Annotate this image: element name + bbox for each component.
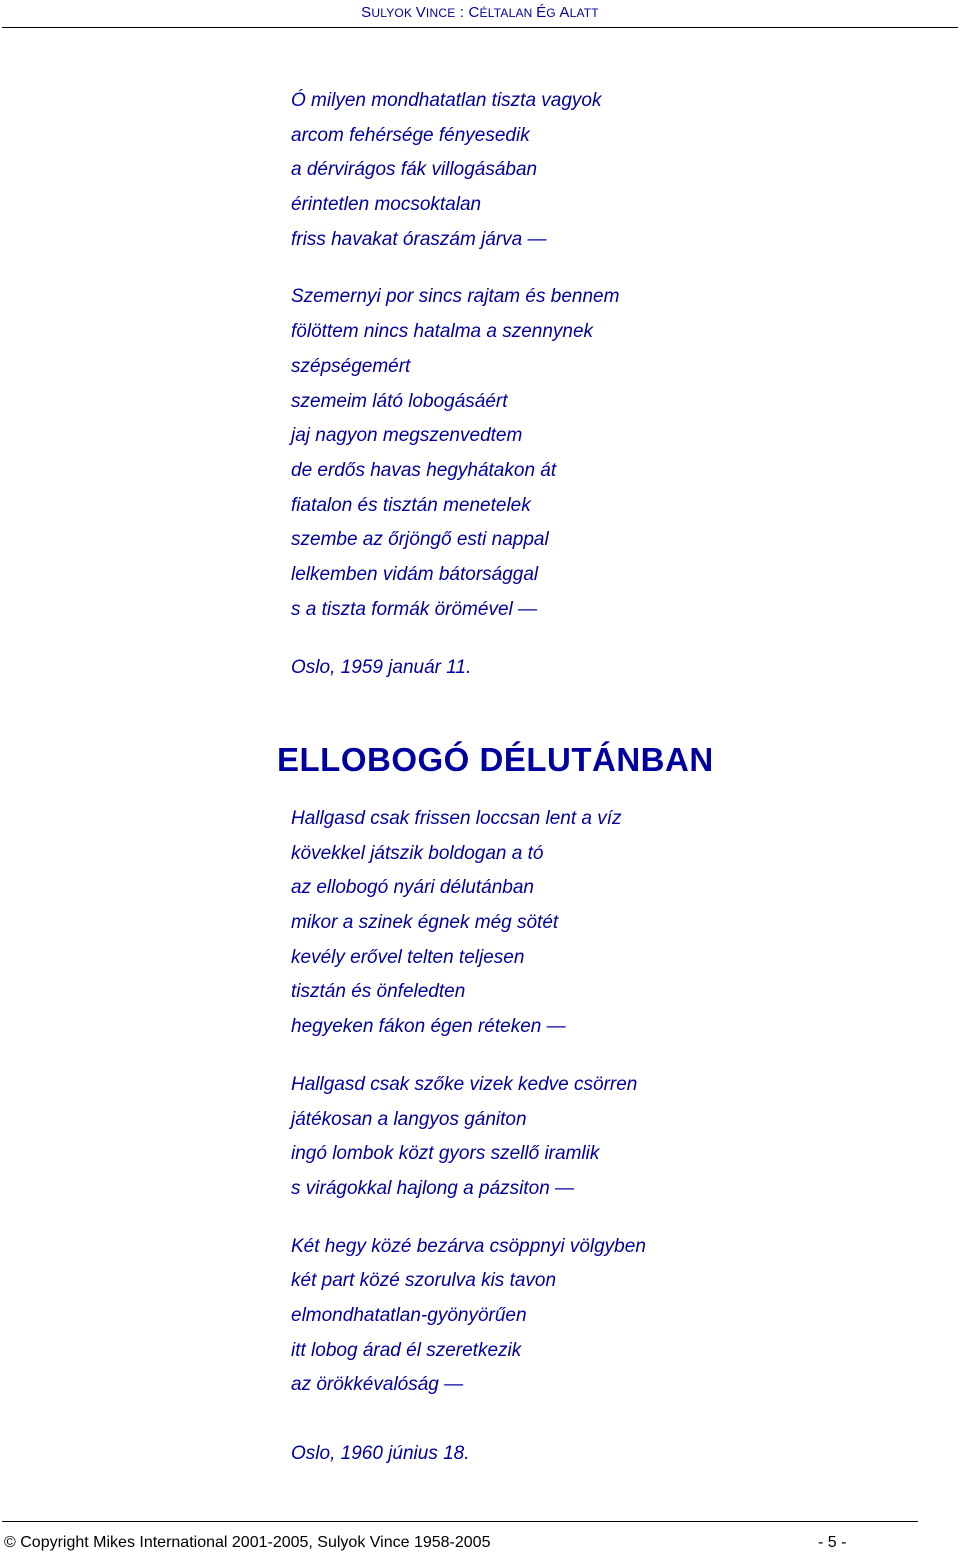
stanza-spacer [291,1045,646,1068]
header-author-v-rest: INCE [425,6,456,20]
poem-one-stanza-1 [291,84,619,257]
poem-line: elmondhatatlan-gyönyörűen [291,1304,527,1326]
poem-line: lelkemben vidám bátorsággal [291,563,539,585]
poem-two-stanza-1 [291,802,646,1045]
poem-line: Hallgasd csak frissen loccsan lent a víz [291,808,622,829]
poem-line: friss havakat óraszám járva — [291,228,547,250]
poem-line: Ó milyen mondhatatlan tiszta vagyok [291,90,602,111]
poem-two-stanza-2 [291,1068,646,1207]
poem-line: Szemernyi por sincs rajtam és bennem [291,286,620,308]
stanza-spacer [291,1207,646,1230]
poem-line: játékosan a langyos gániton [291,1108,527,1130]
header-divider [2,27,958,28]
footer-page-number: - 5 - [818,1534,847,1551]
poem-two [291,802,646,1472]
header-title-g: G [546,6,560,20]
poem-line: két part közé szorulva kis tavon [291,1270,557,1292]
poem-line: itt lobog árad él szeretkezik [291,1339,522,1361]
poem-two-date: Oslo, 1960 június 18. [291,1443,470,1464]
poem-line: mikor a szinek égnek még sötét [291,912,559,934]
poem-line: az örökkévalóság — [291,1374,464,1396]
poem-line: szembe az őrjöngő esti nappal [291,529,549,551]
running-header [0,4,960,21]
poem-line: jaj nagyon megszenvedtem [291,425,523,447]
header-title-rest: ÉLTALAN [479,6,537,20]
poem-two-stanza-3 [291,1230,646,1403]
poem-line: szépségemért [291,355,411,377]
poem-one-stanza-2 [291,280,619,627]
poem-line: Két hegy közé bezárva csöppnyi völgyben [291,1235,646,1257]
poem-line: az ellobogó nyári délutánban [291,877,534,899]
date-spacer [291,1403,646,1437]
poem-two-title: ELLOBOGÓ DÉLUTÁNBAN [277,741,714,778]
header-title-a: A [559,4,570,21]
poem-one [291,84,619,686]
header-author-v: V [415,4,426,21]
footer-copyright: © Copyright Mikes International 2001-2005, Sulyok Vince 1958-2005 [4,1534,491,1551]
header-author-rest: ULYOK [371,6,416,20]
poem-line: tisztán és önfeledten [291,981,466,1003]
poem-line: ingó lombok közt gyors szellő iramlik [291,1143,600,1165]
header-separator: : C [455,4,480,21]
poem-line: hegyeken fákon égen réteken — [291,1016,566,1038]
poem-line: kevély erővel telten teljesen [291,946,525,968]
poem-line: kövekkel játszik boldogan a tó [291,842,544,864]
poem-line: érintetlen mocsoktalan [291,194,482,216]
poem-one-date: Oslo, 1959 január 11. [291,657,472,679]
poem-line: Hallgasd csak szőke vizek kedve csörren [291,1073,638,1095]
header-title-latt: LATT [569,6,599,20]
header-title-e: É [536,4,547,21]
poem-line: s a tiszta formák örömével — [291,598,538,620]
poem-line: fölöttem nincs hatalma a szennynek [291,321,594,343]
poem-line: fiatalon és tisztán menetelek [291,494,531,516]
poem-line: arcom fehérsége fényesedik [291,124,530,146]
footer-divider [2,1521,918,1522]
header-author-initial: S [361,4,372,21]
poem-line: de erdős havas hegyhátakon át [291,459,557,481]
poem-line: s virágokkal hajlong a pázsiton — [291,1177,575,1199]
stanza-spacer [291,257,619,280]
date-spacer [291,627,619,651]
poem-line: szemeim látó lobogásáért [291,390,508,412]
poem-line: a dérvirágos fák villogásában [291,159,538,181]
